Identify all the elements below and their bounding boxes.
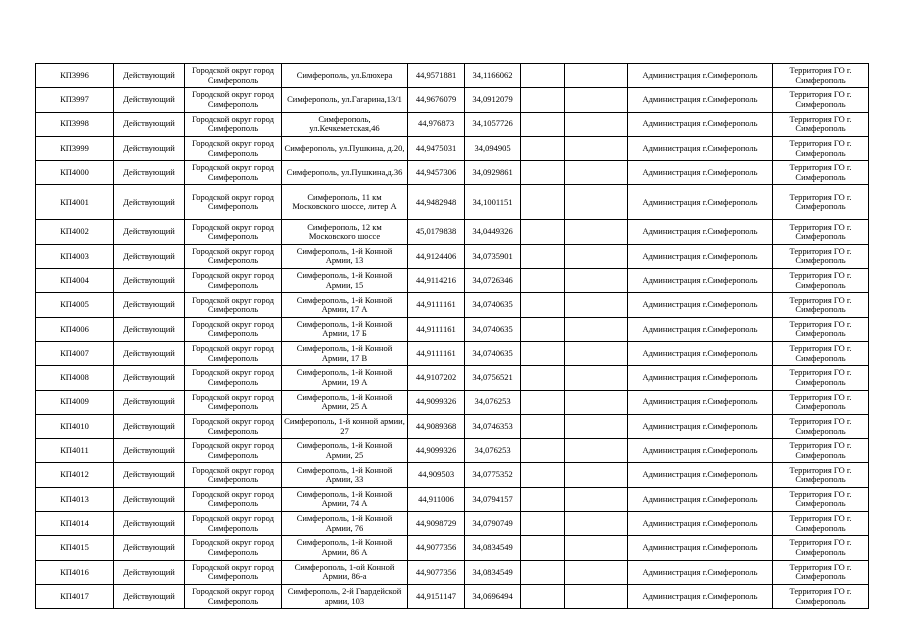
organization-cell: Администрация г.Симферополь [628,439,773,463]
territory-cell: Территория ГО г. Симферополь [773,112,869,136]
district-cell: Городской округ город Симферополь [185,136,282,160]
status-cell: Действующий [114,136,185,160]
empty-cell [565,269,628,293]
organization-cell: Администрация г.Симферополь [628,244,773,268]
table-row [36,88,869,112]
empty-cell [521,414,565,438]
status-cell: Действующий [114,512,185,536]
empty-cell [521,185,565,220]
organization-cell: Администрация г.Симферополь [628,112,773,136]
territory-cell: Территория ГО г. Симферополь [773,220,869,244]
status-cell: Действующий [114,390,185,414]
district-cell: Городской округ город Симферополь [185,112,282,136]
empty-cell [521,269,565,293]
latitude-cell: 44,911006 [408,487,465,511]
status-cell: Действующий [114,161,185,185]
address-cell: Симферополь, ул.Блюхера [282,64,408,88]
latitude-cell: 44,9099326 [408,390,465,414]
territory-cell: Территория ГО г. Симферополь [773,584,869,608]
latitude-cell: 44,9571881 [408,64,465,88]
empty-cell [565,536,628,560]
status-cell: Действующий [114,269,185,293]
latitude-cell: 44,976873 [408,112,465,136]
empty-cell [565,584,628,608]
status-cell: Действующий [114,88,185,112]
address-cell: Симферополь, 1-й Конной Армии, 76 [282,512,408,536]
latitude-cell: 44,9089368 [408,414,465,438]
organization-cell: Администрация г.Симферополь [628,390,773,414]
territory-cell: Территория ГО г. Симферополь [773,88,869,112]
latitude-cell: 44,9114216 [408,269,465,293]
point-code-cell: КП4012 [36,463,114,487]
district-cell: Городской округ город Симферополь [185,390,282,414]
longitude-cell: 34,076253 [465,439,521,463]
longitude-cell: 34,0449326 [465,220,521,244]
point-code-cell: КП3998 [36,112,114,136]
registry-table [35,63,869,609]
point-code-cell: КП4009 [36,390,114,414]
organization-cell: Администрация г.Симферополь [628,487,773,511]
status-cell: Действующий [114,112,185,136]
point-code-cell: КП4016 [36,560,114,584]
address-cell: Симферополь, 1-й Конной Армии, 19 А [282,366,408,390]
address-cell: Симферополь, 1-й Конной Армии, 33 [282,463,408,487]
longitude-cell: 34,0912079 [465,88,521,112]
organization-cell: Администрация г.Симферополь [628,317,773,341]
longitude-cell: 34,0740635 [465,341,521,365]
empty-cell [521,220,565,244]
status-cell: Действующий [114,341,185,365]
table-row [36,463,869,487]
table-row [36,439,869,463]
empty-cell [521,293,565,317]
empty-cell [521,584,565,608]
latitude-cell: 44,9099326 [408,439,465,463]
address-cell: Симферополь, 1-й Конной Армии, 13 [282,244,408,268]
empty-cell [565,414,628,438]
territory-cell: Территория ГО г. Симферополь [773,560,869,584]
address-cell: Симферополь, ул.Пушкина, д.20, [282,136,408,160]
longitude-cell: 34,0756521 [465,366,521,390]
empty-cell [565,220,628,244]
latitude-cell: 44,9098729 [408,512,465,536]
organization-cell: Администрация г.Симферополь [628,584,773,608]
organization-cell: Администрация г.Симферополь [628,185,773,220]
district-cell: Городской округ город Симферополь [185,161,282,185]
district-cell: Городской округ город Симферополь [185,463,282,487]
longitude-cell: 34,0740635 [465,317,521,341]
longitude-cell: 34,094905 [465,136,521,160]
latitude-cell: 44,9111161 [408,293,465,317]
organization-cell: Администрация г.Симферополь [628,88,773,112]
district-cell: Городской округ город Симферополь [185,88,282,112]
longitude-cell: 34,1057726 [465,112,521,136]
point-code-cell: КП4000 [36,161,114,185]
longitude-cell: 34,1001151 [465,185,521,220]
empty-cell [565,161,628,185]
district-cell: Городской округ город Симферополь [185,341,282,365]
address-cell: Симферополь, 1-й Конной Армии, 17 Б [282,317,408,341]
territory-cell: Территория ГО г. Симферополь [773,64,869,88]
table-row [36,136,869,160]
status-cell: Действующий [114,487,185,511]
district-cell: Городской округ город Симферополь [185,64,282,88]
territory-cell: Территория ГО г. Симферополь [773,136,869,160]
address-cell: Симферополь, 2-й Гвардейской армии, 103 [282,584,408,608]
address-cell: Симферополь, ул.Пушкина,д.36 [282,161,408,185]
address-cell: Симферополь, 1-й Конной Армии, 17 В [282,341,408,365]
territory-cell: Территория ГО г. Симферополь [773,185,869,220]
status-cell: Действующий [114,293,185,317]
empty-cell [521,512,565,536]
longitude-cell: 34,0775352 [465,463,521,487]
address-cell: Симферополь, 12 км Московского шоссе [282,220,408,244]
organization-cell: Администрация г.Симферополь [628,560,773,584]
district-cell: Городской округ город Симферополь [185,244,282,268]
point-code-cell: КП4006 [36,317,114,341]
point-code-cell: КП3997 [36,88,114,112]
empty-cell [565,439,628,463]
territory-cell: Территория ГО г. Симферополь [773,269,869,293]
territory-cell: Территория ГО г. Симферополь [773,390,869,414]
empty-cell [521,390,565,414]
point-code-cell: КП4015 [36,536,114,560]
longitude-cell: 34,076253 [465,390,521,414]
organization-cell: Администрация г.Симферополь [628,414,773,438]
empty-cell [565,341,628,365]
latitude-cell: 44,9482948 [408,185,465,220]
latitude-cell: 45,0179838 [408,220,465,244]
table-row [36,366,869,390]
district-cell: Городской округ город Симферополь [185,293,282,317]
empty-cell [565,317,628,341]
table-row [36,185,869,220]
status-cell: Действующий [114,220,185,244]
district-cell: Городской округ город Симферополь [185,512,282,536]
latitude-cell: 44,9151147 [408,584,465,608]
district-cell: Городской округ город Симферополь [185,560,282,584]
table-row [36,536,869,560]
status-cell: Действующий [114,536,185,560]
empty-cell [521,317,565,341]
address-cell: Симферополь, 1-й Конной Армии, 25 А [282,390,408,414]
territory-cell: Территория ГО г. Симферополь [773,366,869,390]
empty-cell [565,64,628,88]
organization-cell: Администрация г.Симферополь [628,341,773,365]
address-cell: Симферополь, 1-й Конной Армии, 15 [282,269,408,293]
empty-cell [521,536,565,560]
empty-cell [521,366,565,390]
empty-cell [521,64,565,88]
longitude-cell: 34,1166062 [465,64,521,88]
point-code-cell: КП4002 [36,220,114,244]
empty-cell [565,112,628,136]
empty-cell [521,244,565,268]
territory-cell: Территория ГО г. Симферополь [773,317,869,341]
table-row [36,220,869,244]
longitude-cell: 34,0834549 [465,536,521,560]
point-code-cell: КП4007 [36,341,114,365]
district-cell: Городской округ город Симферополь [185,317,282,341]
territory-cell: Территория ГО г. Симферополь [773,341,869,365]
table-row [36,512,869,536]
district-cell: Городской округ город Симферополь [185,185,282,220]
point-code-cell: КП4004 [36,269,114,293]
longitude-cell: 34,0696494 [465,584,521,608]
point-code-cell: КП4003 [36,244,114,268]
territory-cell: Территория ГО г. Симферополь [773,414,869,438]
longitude-cell: 34,0790749 [465,512,521,536]
empty-cell [565,136,628,160]
latitude-cell: 44,9077356 [408,536,465,560]
table-row [36,487,869,511]
address-cell: Симферополь, ул.Кечкеметская,46 [282,112,408,136]
organization-cell: Администрация г.Симферополь [628,220,773,244]
empty-cell [521,487,565,511]
empty-cell [521,560,565,584]
address-cell: Симферополь, 1-ой Конной Армии, 86-а [282,560,408,584]
status-cell: Действующий [114,185,185,220]
territory-cell: Территория ГО г. Симферополь [773,463,869,487]
territory-cell: Территория ГО г. Симферополь [773,244,869,268]
empty-cell [521,112,565,136]
empty-cell [565,366,628,390]
district-cell: Городской округ город Симферополь [185,366,282,390]
address-cell: Симферополь, ул.Гагарина,13/1 [282,88,408,112]
latitude-cell: 44,9676079 [408,88,465,112]
point-code-cell: КП4013 [36,487,114,511]
latitude-cell: 44,9077356 [408,560,465,584]
table-row [36,244,869,268]
empty-cell [565,293,628,317]
organization-cell: Администрация г.Симферополь [628,293,773,317]
status-cell: Действующий [114,64,185,88]
empty-cell [521,463,565,487]
longitude-cell: 34,0740635 [465,293,521,317]
table-row [36,341,869,365]
latitude-cell: 44,9111161 [408,317,465,341]
longitude-cell: 34,0929861 [465,161,521,185]
territory-cell: Территория ГО г. Симферополь [773,161,869,185]
point-code-cell: КП4014 [36,512,114,536]
point-code-cell: КП4011 [36,439,114,463]
organization-cell: Администрация г.Симферополь [628,463,773,487]
empty-cell [521,136,565,160]
territory-cell: Территория ГО г. Симферополь [773,293,869,317]
empty-cell [565,390,628,414]
status-cell: Действующий [114,244,185,268]
status-cell: Действующий [114,584,185,608]
territory-cell: Территория ГО г. Симферополь [773,536,869,560]
empty-cell [565,512,628,536]
address-cell: Симферополь, 1-й Конной Армии, 86 А [282,536,408,560]
point-code-cell: КП4001 [36,185,114,220]
latitude-cell: 44,9475031 [408,136,465,160]
organization-cell: Администрация г.Симферополь [628,136,773,160]
status-cell: Действующий [114,463,185,487]
longitude-cell: 34,0746353 [465,414,521,438]
address-cell: Симферополь, 1-й Конной Армии, 17 А [282,293,408,317]
district-cell: Городской округ город Симферополь [185,536,282,560]
latitude-cell: 44,9457306 [408,161,465,185]
district-cell: Городской округ город Симферополь [185,439,282,463]
table-row [36,584,869,608]
empty-cell [521,88,565,112]
point-code-cell: КП3999 [36,136,114,160]
table-row [36,414,869,438]
organization-cell: Администрация г.Симферополь [628,269,773,293]
district-cell: Городской округ город Симферополь [185,269,282,293]
organization-cell: Администрация г.Симферополь [628,161,773,185]
table-row [36,161,869,185]
latitude-cell: 44,9124406 [408,244,465,268]
table-row [36,293,869,317]
empty-cell [521,439,565,463]
territory-cell: Территория ГО г. Симферополь [773,512,869,536]
status-cell: Действующий [114,439,185,463]
address-cell: Симферополь, 11 км Московского шоссе, литер А [282,185,408,220]
address-cell: Симферополь, 1-й Конной Армии, 25 [282,439,408,463]
latitude-cell: 44,9107202 [408,366,465,390]
empty-cell [565,88,628,112]
status-cell: Действующий [114,414,185,438]
status-cell: Действующий [114,366,185,390]
latitude-cell: 44,9111161 [408,341,465,365]
organization-cell: Администрация г.Симферополь [628,366,773,390]
longitude-cell: 34,0834549 [465,560,521,584]
point-code-cell: КП4010 [36,414,114,438]
status-cell: Действующий [114,560,185,584]
empty-cell [565,463,628,487]
table-row [36,269,869,293]
organization-cell: Администрация г.Симферополь [628,512,773,536]
empty-cell [565,244,628,268]
address-cell: Симферополь, 1-й конной армии, 27 [282,414,408,438]
district-cell: Городской округ город Симферополь [185,414,282,438]
longitude-cell: 34,0735901 [465,244,521,268]
table-row [36,64,869,88]
table-row [36,560,869,584]
empty-cell [565,185,628,220]
table-row [36,112,869,136]
empty-cell [565,560,628,584]
district-cell: Городской округ город Симферополь [185,487,282,511]
latitude-cell: 44,909503 [408,463,465,487]
status-cell: Действующий [114,317,185,341]
longitude-cell: 34,0794157 [465,487,521,511]
district-cell: Городской округ город Симферополь [185,220,282,244]
empty-cell [565,487,628,511]
point-code-cell: КП4005 [36,293,114,317]
organization-cell: Администрация г.Симферополь [628,64,773,88]
table-row [36,317,869,341]
point-code-cell: КП4008 [36,366,114,390]
address-cell: Симферополь, 1-й Конной Армии, 74 А [282,487,408,511]
longitude-cell: 34,0726346 [465,269,521,293]
registry-rows [36,64,869,609]
territory-cell: Территория ГО г. Симферополь [773,439,869,463]
point-code-cell: КП3996 [36,64,114,88]
empty-cell [521,341,565,365]
point-code-cell: КП4017 [36,584,114,608]
territory-cell: Территория ГО г. Симферополь [773,487,869,511]
table-row [36,390,869,414]
district-cell: Городской округ город Симферополь [185,584,282,608]
organization-cell: Администрация г.Симферополь [628,536,773,560]
empty-cell [521,161,565,185]
